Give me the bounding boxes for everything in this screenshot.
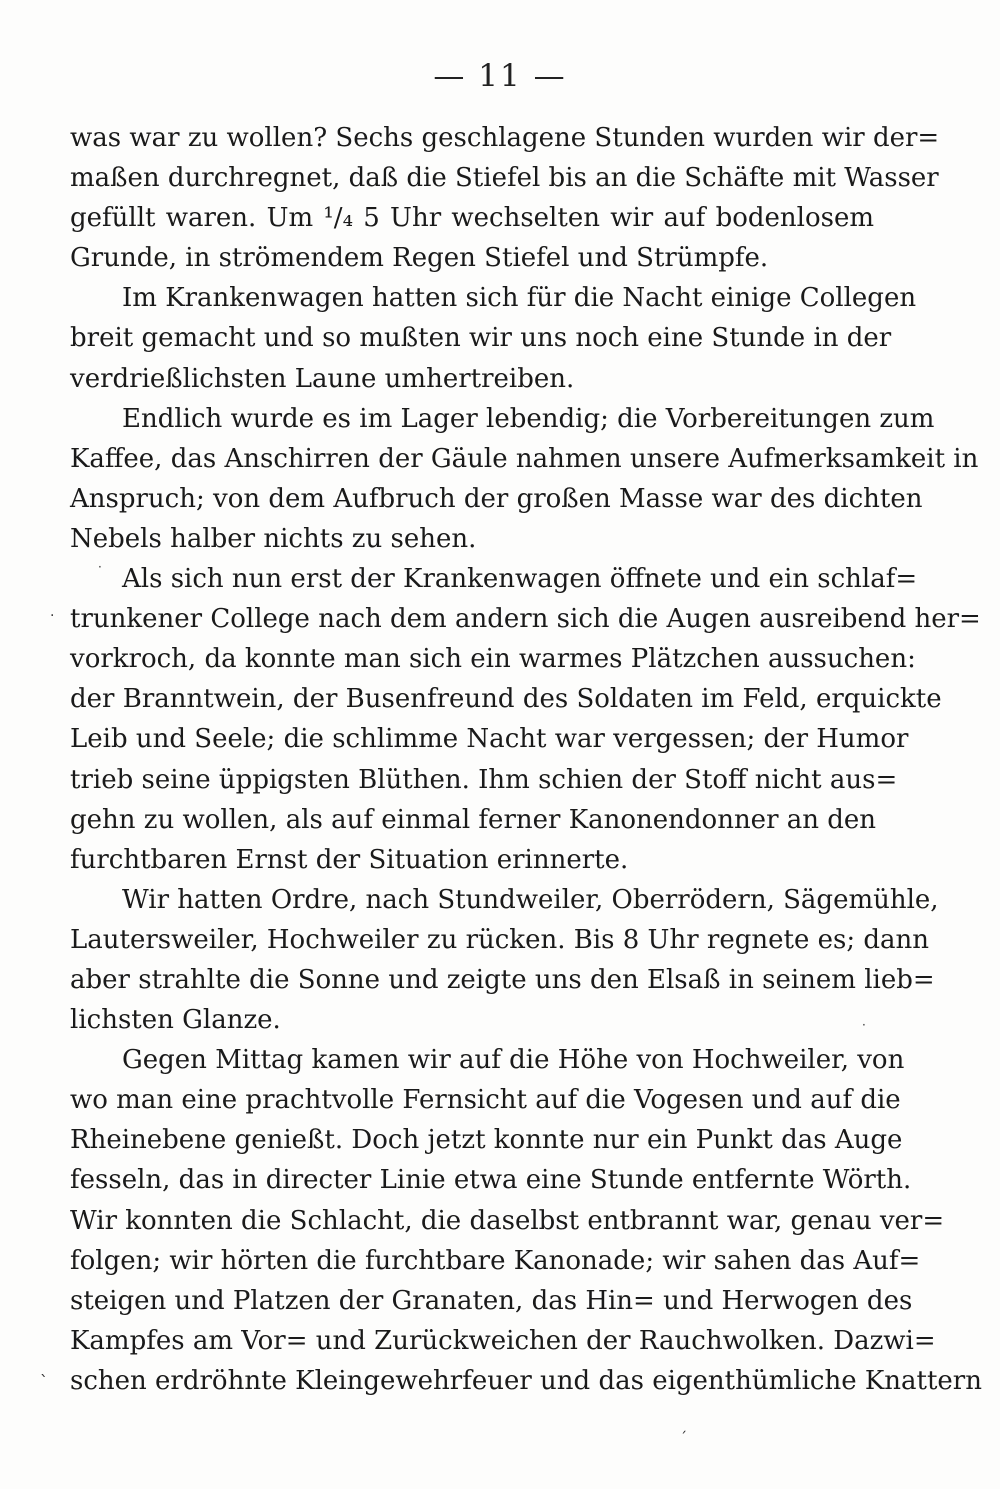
text-line: gehn zu wollen, als auf einmal ferner Kanonendonner an den bbox=[70, 804, 877, 835]
print-speck: · bbox=[98, 560, 102, 574]
body-text bbox=[70, 118, 982, 1401]
text-line: Anspruch; von dem Aufbruch der großen Masse war des dichten bbox=[70, 483, 923, 514]
text-line: fesseln, das in directer Linie etwa eine Stunde entfernte Wörth. bbox=[70, 1165, 912, 1196]
text-line: folgen; wir hörten die furchtbare Kanonade; wir sahen das Auf= bbox=[70, 1245, 921, 1276]
page-number: — 11 — bbox=[433, 58, 567, 94]
text-line: furchtbaren Ernst der Situation erinnerte. bbox=[70, 844, 629, 875]
text-line: lichsten Glanze. bbox=[70, 1005, 281, 1036]
text-line: Kaffee, das Anschirren der Gäule nahmen unsere Aufmerksamkeit in bbox=[70, 443, 979, 474]
text-line: Lautersweiler, Hochweiler zu rücken. Bis 8 Uhr regnete es; dann bbox=[70, 924, 929, 955]
text-line: Im Krankenwagen hatten sich für die Nacht einige Collegen bbox=[122, 283, 917, 314]
print-speck: · bbox=[862, 1018, 866, 1032]
text-line: trunkener College nach dem andern sich die Augen ausreibend her= bbox=[70, 604, 981, 635]
print-speck: · bbox=[50, 608, 55, 624]
text-line: Wir hatten Ordre, nach Stundweiler, Oberrödern, Sägemühle, bbox=[122, 884, 939, 915]
text-line: Rheinebene genießt. Doch jetzt konnte nur ein Punkt das Auge bbox=[70, 1125, 903, 1156]
text-line: Als sich nun erst der Krankenwagen öffnete und ein schlaf= bbox=[122, 564, 918, 595]
text-line: verdrießlichsten Laune umhertreiben. bbox=[70, 363, 575, 394]
text-line: schen erdröhnte Kleingewehrfeuer und das eigenthümliche Knattern bbox=[70, 1365, 982, 1396]
print-speck: ˏ bbox=[680, 1418, 687, 1434]
text-line: Endlich wurde es im Lager lebendig; die Vorbereitungen zum bbox=[122, 403, 935, 434]
text-line: was war zu wollen? Sechs geschlagene Stunden wurden wir der= bbox=[70, 123, 940, 153]
text-line: Wir konnten die Schlacht, die daselbst entbrannt war, genau ver= bbox=[70, 1205, 945, 1236]
print-speck: ˋ bbox=[40, 1372, 48, 1391]
text-line: wo man eine prachtvolle Fernsicht auf die Vogesen und auf die bbox=[70, 1085, 901, 1116]
text-line: trieb seine üppigsten Blüthen. Ihm schien der Stoff nicht aus= bbox=[70, 764, 898, 795]
text-line: vorkroch, da konnte man sich ein warmes Plätzchen aussuchen: bbox=[70, 644, 916, 675]
text-line: steigen und Platzen der Granaten, das Hin= und Herwogen des bbox=[70, 1285, 913, 1316]
text-line: maßen durchregnet, daß die Stiefel bis an die Schäfte mit Wasser bbox=[70, 163, 939, 194]
text-line: Leib und Seele; die schlimme Nacht war vergessen; der Humor bbox=[70, 724, 909, 755]
text-line: Grunde, in strömendem Regen Stiefel und Strümpfe. bbox=[70, 243, 769, 274]
text-line: aber strahlte die Sonne und zeigte uns den Elsaß in seinem lieb= bbox=[70, 964, 935, 995]
text-line: Gegen Mittag kamen wir auf die Höhe von Hochweiler, von bbox=[122, 1045, 905, 1076]
text-line: der Branntwein, der Busenfreund des Soldaten im Feld, erquickte bbox=[70, 684, 942, 715]
text-line: Nebels halber nichts zu sehen. bbox=[70, 523, 477, 554]
text-line: breit gemacht und so mußten wir uns noch eine Stunde in der bbox=[70, 323, 892, 354]
text-line: gefüllt waren. Um ¹/₄ 5 Uhr wechselten wir auf bodenlosem bbox=[70, 203, 874, 234]
text-line: Kampfes am Vor= und Zurückweichen der Rauchwolken. Dazwi= bbox=[70, 1325, 936, 1356]
